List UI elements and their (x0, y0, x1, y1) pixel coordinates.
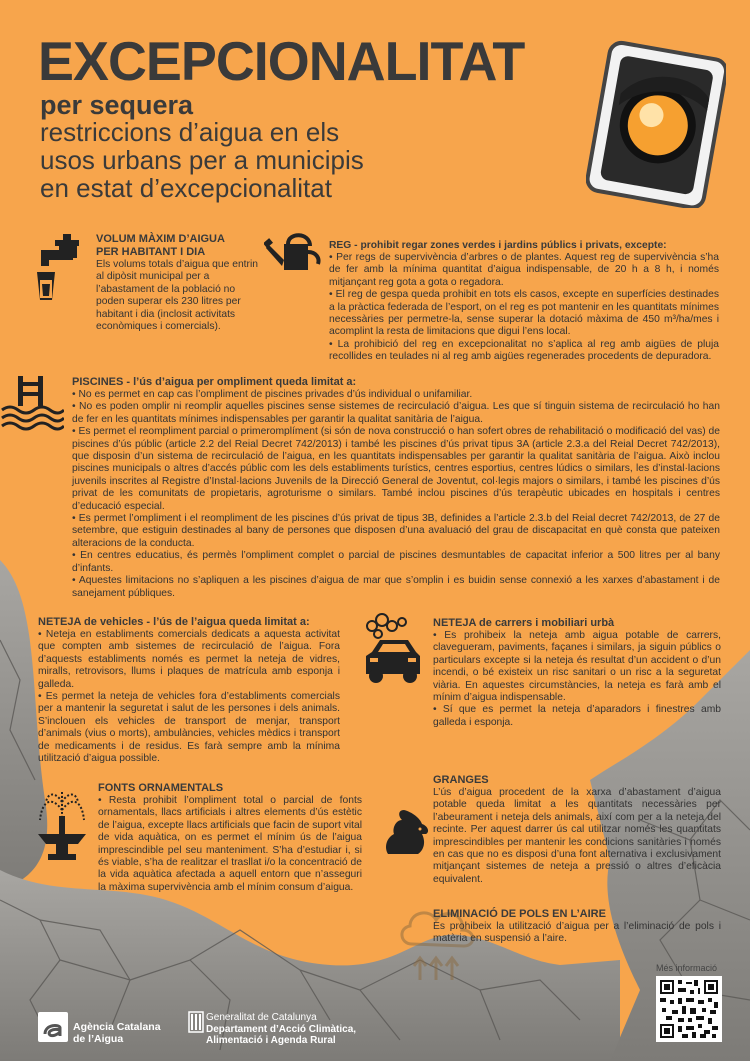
piscines-item: • Aquestes limitacions no s’apliquen a les piscines d’aigua de mar que s’omplin i es buidin sense connexió a les xarxes d’abastament i de sanejament públiques. (72, 575, 720, 599)
granges-text: L’ús d’aigua procedent de la xarxa d’abastament d’aigua potable queda limitat a les quantitats necessàries per l’abeurament i neteja dels animals, així com per a la neteja del recinte. Per aquest darrer ús cal utilitzar només les quantitats imprescindibles per mantenir les condicions sanitàries i només en cas que no es disposi d’una font alternativa i exclusivament mitjançant sistemes de neteja a pressió o altres d’eficàcia equivalent. (433, 787, 721, 885)
rabbit-icon (382, 808, 432, 856)
fountain-icon (36, 786, 88, 862)
piscines-item: • No es permet en cap cas l’ompliment de piscines privades d’ús individual o unifamiliar. (72, 389, 473, 400)
traffic-light-icon (586, 40, 726, 208)
pool-icon (0, 374, 64, 432)
description-line: usos urbans per a municipis (40, 145, 364, 175)
reg-item: • El reg de gespa queda prohibit en tots els casos, excepte en superfícies destinades a la pràctica federada de l’esport, on el reg es pot mantenir en les quantitats mínimes necessàries per permetre-la, sense superar la dotació màxima de 450 m³/ha/mes i acomplint la resta de limitacions que digui l’ens local. (329, 289, 719, 338)
piscines-section (72, 376, 720, 600)
more-info-label: Més informació (656, 963, 718, 973)
vehicles-title: NETEJA de vehicles - l’ús de l’aigua queda limitat a: (38, 616, 310, 628)
aca-logo-icon (38, 1012, 68, 1042)
granges-section (433, 774, 721, 886)
carrers-section (433, 617, 721, 729)
pols-title: ELIMINACIÓ DE POLS EN L’AIRE (433, 908, 606, 920)
car-wash-icon (362, 612, 424, 686)
volum-title-line: PER HABITANT I DIA (96, 246, 206, 258)
fonts-title: FONTS ORNAMENTALS (98, 782, 224, 794)
granges-title: GRANGES (433, 774, 489, 786)
piscines-item: • Es permet el reompliment parcial o primeromplíment (si són de nova construcció o han sofert obres de rehabilitació o modificació del vas) de piscines d’ús públic (article 2.2 del Reial Decret 742/2013) i també les piscines d’ús privat tipus 3A (article 2.3.a del Reial Decret 742/2013), que disposin d’un sistema de recirculació de l’aigua, en les quantitats indispensables per garantir la qualitat sanitària de l’aigua. Això inclou piscines municipals o altres d’accés públic com les dels establiments turístics, centres esportius, centres lúdics o similars, les d’instal·lacions juvenils inscrites al Registre d’Instal·lacions Juvenils de la Direcció General de Joventut, col·legis majors o similars, i també les piscines d’ús privat de les comunitats de propietaris, agroturisme o similars. També inclou piscines d’ús terapèutic ubicades en hospitals i centres d’educació especial. (72, 426, 720, 512)
department-line: Alimentació i Agenda Rural (206, 1035, 336, 1046)
generalitat-line: Generalitat de Catalunya (206, 1012, 317, 1023)
qr-code-icon (658, 978, 720, 1040)
vehicles-section (38, 616, 340, 765)
description-line: en estat d’excepcionalitat (40, 173, 332, 203)
vehicles-item: • Es permet la neteja de vehicles fora d’establiments comercials per a mantenir la seguretat i salut de les persones i dels animals. S’inclouen els vehicles de transport de menjar, transport d’animals (vius o morts), ambulàncies, vehicles mèdics i transport de medicaments i de residus. Es farà sempre amb la mínima utilització d’aigua possible. (38, 691, 340, 765)
reg-item: • Per regs de supervivència d’arbres o de plantes. Aquest reg de supervivència s’ha de fer amb la mínima quantitat d’aigua indispensable, de 20 h a 8 h, i només mitjançant reg gota a gota o regadora. (329, 252, 719, 288)
generalitat-name (206, 1012, 356, 1047)
description-line: restriccions d’aigua en els (40, 117, 340, 147)
aca-logo (38, 1012, 68, 1042)
qr-code[interactable] (656, 976, 722, 1042)
page-description (40, 118, 460, 202)
piscines-item: • Es permet l’ompliment i el reompliment de les piscines d’ús privat de tipus 3B, definides a l’article 2.3.b del Reial decret 742/2013, de 27 de setembre, que estiguin destinades al bany de persones que disposen d’una avaluació del grau de discapacitat en què consta que pateixen alteracions de la conducta. (72, 513, 720, 549)
volum-text: Els volums totals d’aigua que entrin al dipòsit municipal per a l’abastament de la població no poden superar els 230 litres per habitant i dia (inclosit activitats econòmiques i comercials). (96, 259, 258, 333)
vehicles-item: • Neteja en establiments comercials dedicats a aquesta activitat que compten amb sistemes de recirculació de l’aigua. Fora d’aquests establiments només es permet la neteja de vidres, miralls, retrovisors, llums i plaques de matrícula amb esponja i galleda. (38, 629, 340, 690)
page-title: EXCEPCIONALITAT (38, 30, 525, 92)
volum-title (96, 233, 266, 259)
pols-text: Es prohibeix la utilització d’aigua per a l’eliminació de pols i matèria en suspensió a l’aire. (433, 921, 721, 945)
volum-title-line: VOLUM MÀXIM D’AIGUA (96, 233, 225, 245)
carrers-item: • Sí que es permet la neteja d’aparadors i finestres amb galleda i esponja. (433, 704, 721, 728)
aca-name (73, 1021, 161, 1045)
carrers-item: • Es prohibeix la neteja amb aigua potable de carrers, clavegueram, paviments, façanes i similars, ja siguin públics o particulars excepte si la neteja és resultat d’un accident o d’un incendi, o bé existeix un risc sanitari o un risc a la seguretat viària. En aquestes circumstàncies, la neteja es farà amb el mínim d’aigua indispensable. (433, 630, 721, 704)
tap-icon (33, 232, 89, 304)
reg-section (329, 239, 719, 364)
fonts-text: • Resta prohibit l’ompliment total o parcial de fonts ornamentals, llacs artificials i altres elements d’ús estètic de l’aigua, excepte llacs artificials que facin de suport vital de vida aquàtica, on es permet el mínim ús de l’aigua imprescindible pel seu manteniment. S’ha d’estudiar i, si és viable, s’ha de realitzar el trasllat i/o la concentració de la vida aquàtica afectada a aquell entorn que n’asseguri la màxima supervivència amb el mínim consum d’aigua. (98, 795, 362, 893)
reg-title: REG - prohibit regar zones verdes i jardins públics i privats, excepte: (329, 240, 667, 251)
generalitat-logo-icon (188, 1011, 204, 1033)
piscines-item: • No es poden omplir ni reomplir aquelles piscines sense sistemes de recirculació d’aigua. Les que sí tinguin sistema de recirculació ho han de fer en les quantitats mínimes indispensables per garantir la qualitat sanitària de l’aigua. (72, 401, 720, 425)
reg-item: • La prohibició del reg en excepcionalitat no s’aplica al reg amb aigües de pluja recollides en teulades ni al reg amb aigües regenerades procedents de depuradora. (329, 338, 719, 363)
volum-section (96, 233, 266, 333)
page-subtitle: per sequera (40, 90, 194, 120)
department-line: Departament d’Acció Climàtica, (206, 1023, 357, 1035)
pols-section (433, 908, 721, 946)
fonts-section (98, 782, 362, 894)
watering-can-icon (264, 230, 324, 274)
piscines-title: PISCINES - l’ús d’aigua per ompliment queda limitat a: (72, 376, 357, 388)
aca-name-line: de l’Aigua (73, 1033, 124, 1045)
piscines-item: • En centres educatius, és permès l’ompliment complet o parcial de piscines desmuntables de capacitat inferior a 500 litres per al bany d’infants. (72, 550, 720, 574)
aca-name-line: Agència Catalana (73, 1021, 161, 1033)
carrers-title: NETEJA de carrers i mobiliari urbà (433, 617, 615, 629)
